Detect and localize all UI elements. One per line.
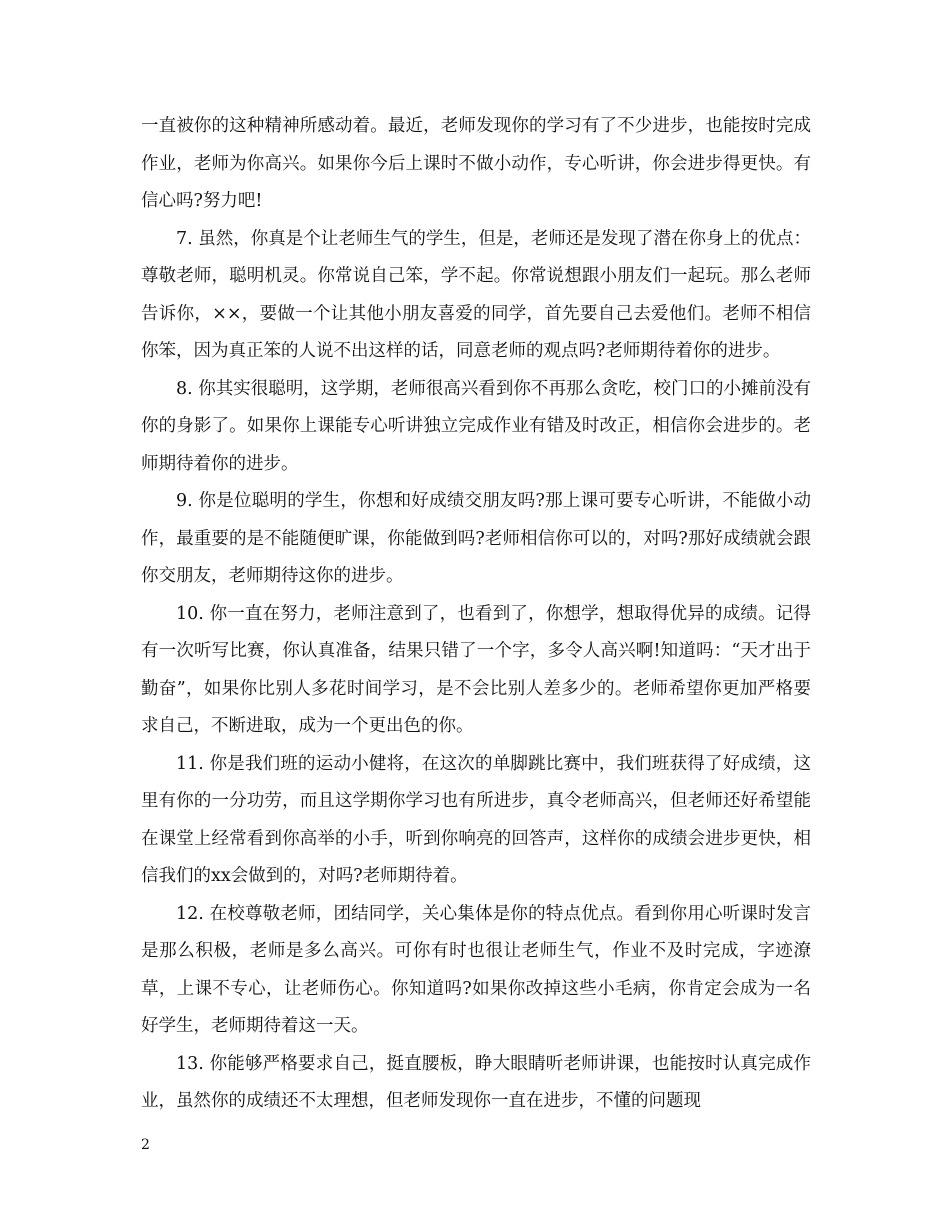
paragraph-item-13: 13. 你能够严格要求自己，挺直腰板，睁大眼睛听老师讲课，也能按时认真完成作业，虽然你的成绩还不太理想，但老师发现你一直在进步，不懂的问题现 xyxy=(141,1053,811,1111)
paragraph-continuation: 一直被你的这种精神所感动着。最近，老师发现你的学习有了不少进步，也能按时完成作业，老师为你高兴。如果你今后上课时不做小动作，专心听讲，你会进步得更快。有信心吗?努力吧! xyxy=(141,116,811,211)
paragraph-item-11: 11. 你是我们班的运动小健将，在这次的单脚跳比赛中，我们班获得了好成绩，这里有你的一分功劳，而且这学期你学习也有所进步，真令老师高兴，但老师还好希望能在课堂上经常看到你高举的小手，听到你响亮的回答声，这样你的成绩会进步更快，相信我们的xx会做到的，对吗?老师期待着。 xyxy=(141,753,811,886)
paragraph-item-12: 12. 在校尊敬老师，团结同学，关心集体是你的特点优点。看到你用心听课时发言是那么积极，老师是多么高兴。可你有时也很让老师生气，作业不及时完成，字迹潦草，上课不专心，让老师伤心。你知道吗?如果你改掉这些小毛病，你肯定会成为一名好学生，老师期待着这一天。 xyxy=(141,903,811,1036)
paragraph-item-9: 9. 你是位聪明的学生，你想和好成绩交朋友吗?那上课可要专心听讲，不能做小动作，最重要的是不能随便旷课，你能做到吗?老师相信你可以的，对吗?那好成绩就会跟你交朋友，老师期待这你的进步。 xyxy=(141,491,811,586)
document-body xyxy=(141,108,811,1121)
page-number: 2 xyxy=(141,1137,150,1153)
paragraph-item-7: 7. 虽然，你真是个让老师生气的学生，但是，老师还是发现了潜在你身上的优点：尊敬老师，聪明机灵。你常说自己笨，学不起。你常说想跟小朋友们一起玩。那么老师告诉你，××，要做一个让其他小朋友喜爱的同学，首先要自己去爱他们。老师不相信你笨，因为真正笨的人说不出这样的话，同意老师的观点吗?老师期待着你的进步。 xyxy=(141,228,811,361)
paragraph-item-10: 10. 你一直在努力，老师注意到了，也看到了，你想学，想取得优异的成绩。记得有一次听写比赛，你认真准备，结果只错了一个字，多令人高兴啊!知道吗：“天才出于勤奋”，如果你比别人多花时间学习，是不会比别人差多少的。老师希望你更加严格要求自己，不断进取，成为一个更出色的你。 xyxy=(141,603,811,736)
paragraph-item-8: 8. 你其实很聪明，这学期，老师很高兴看到你不再那么贪吃，校门口的小摊前没有你的身影了。如果你上课能专心听讲独立完成作业有错及时改正，相信你会进步的。老师期待着你的进步。 xyxy=(141,378,811,474)
